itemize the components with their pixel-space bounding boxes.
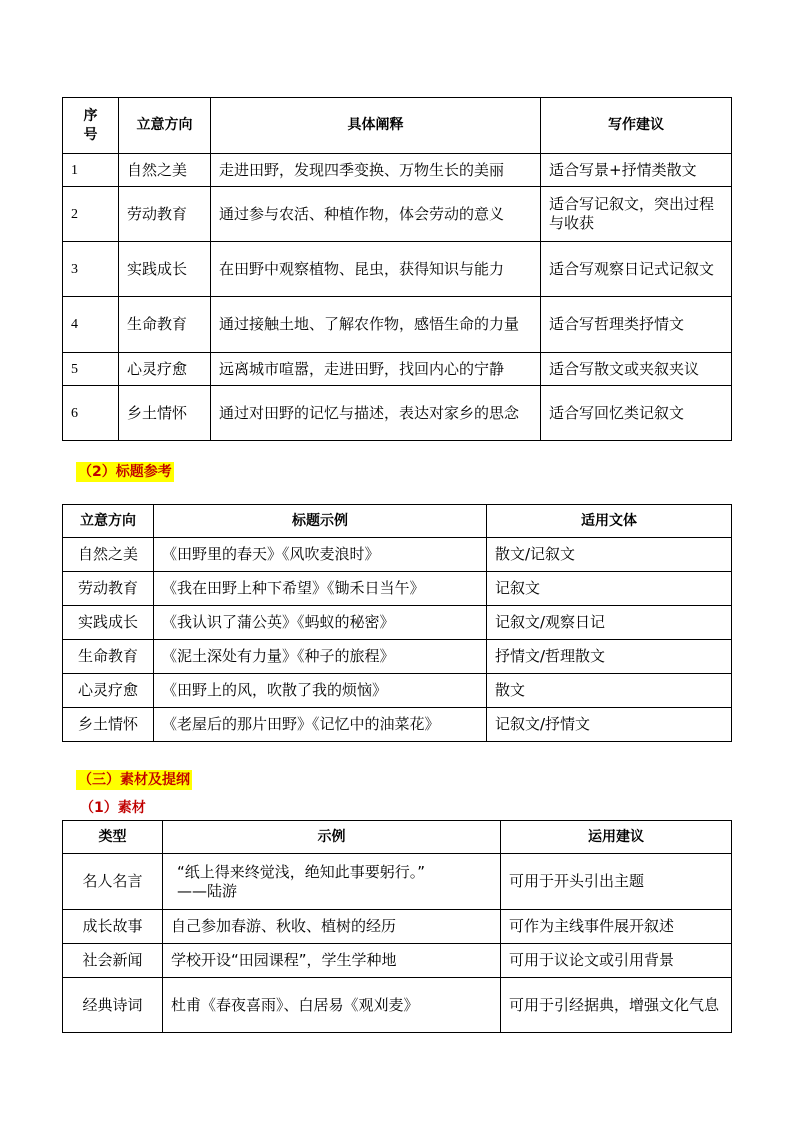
header-cell: 写作建议 — [541, 98, 732, 154]
table-row — [63, 353, 732, 386]
explanation-cell: 通过参与农活、种植作物，体会劳动的意义 — [211, 187, 541, 242]
row-number: 4 — [63, 297, 119, 353]
direction-cell: 实践成长 — [63, 606, 154, 640]
row-number: 1 — [63, 154, 119, 187]
direction-cell: 劳动教育 — [119, 187, 211, 242]
explanation-cell: 走进田野，发现四季变换、万物生长的美丽 — [211, 154, 541, 187]
suggestion-cell: 适合写观察日记式记叙文 — [541, 242, 732, 297]
title-example-cell: 《田野上的风，吹散了我的烦恼》 — [154, 674, 487, 708]
explanation-cell: 通过接触土地、了解农作物，感悟生命的力量 — [211, 297, 541, 353]
type-cell: 社会新闻 — [63, 944, 163, 978]
table-row — [63, 708, 732, 742]
table-row — [63, 674, 732, 708]
type-cell: 名人名言 — [63, 854, 163, 910]
table-row — [63, 297, 732, 353]
usage-cell: 可用于引经据典，增强文化气息 — [501, 978, 732, 1033]
usage-cell: 可用于开头引出主题 — [501, 854, 732, 910]
explanation-cell: 通过对田野的记忆与描述，表达对家乡的思念 — [211, 386, 541, 441]
header-cell: 标题示例 — [154, 505, 487, 538]
table-header-row — [63, 821, 732, 854]
header-cell: 立意方向 — [63, 505, 154, 538]
table-row — [63, 572, 732, 606]
suggestion-cell: 适合写哲理类抒情文 — [541, 297, 732, 353]
direction-cell: 劳动教育 — [63, 572, 154, 606]
table-row — [63, 386, 732, 441]
header-cell: 示例 — [163, 821, 501, 854]
table-header-row — [63, 505, 732, 538]
row-number: 3 — [63, 242, 119, 297]
direction-cell: 生命教育 — [63, 640, 154, 674]
direction-cell: 生命教育 — [119, 297, 211, 353]
header-cell: 立意方向 — [119, 98, 211, 154]
direction-cell: 心灵疗愈 — [119, 353, 211, 386]
suggestion-cell: 适合写散文或夹叙夹议 — [541, 353, 732, 386]
usage-cell: 可用于议论文或引用背景 — [501, 944, 732, 978]
table-row — [63, 242, 732, 297]
quote-author: ——陆游 — [177, 881, 238, 900]
usage-cell: 可作为主线事件展开叙述 — [501, 910, 732, 944]
explanation-cell: 远离城市喧嚣，走进田野，找回内心的宁静 — [211, 353, 541, 386]
subsection-heading-materials: （1）素材 — [80, 800, 146, 816]
header-cell: 适用文体 — [487, 505, 732, 538]
direction-cell: 自然之美 — [63, 538, 154, 572]
title-example-cell: 《老屋后的那片田野》《记忆中的油菜花》 — [154, 708, 487, 742]
genre-cell: 散文/记叙文 — [487, 538, 732, 572]
table-row — [63, 978, 732, 1033]
table-row — [63, 640, 732, 674]
genre-cell: 散文 — [487, 674, 732, 708]
materials-table — [62, 820, 732, 1033]
header-cell: 类型 — [63, 821, 163, 854]
title-example-cell: 《我认识了蒲公英》《蚂蚁的秘密》 — [154, 606, 487, 640]
title-reference-table — [62, 504, 732, 742]
title-example-cell: 《泥土深处有力量》《种子的旅程》 — [154, 640, 487, 674]
direction-cell: 乡土情怀 — [119, 386, 211, 441]
suggestion-cell: 适合写景+抒情类散文 — [541, 154, 732, 187]
table-row — [63, 944, 732, 978]
section-heading-title-reference: （2）标题参考 — [78, 464, 172, 480]
table-header-row — [63, 98, 732, 154]
example-cell: 学校开设“田园课程”，学生学种地 — [163, 944, 501, 978]
table-row — [63, 538, 732, 572]
title-example-cell: 《我在田野上种下希望》《锄禾日当午》 — [154, 572, 487, 606]
genre-cell: 记叙文 — [487, 572, 732, 606]
explanation-cell: 在田野中观察植物、昆虫，获得知识与能力 — [211, 242, 541, 297]
section-heading-materials-outline: （三）素材及提纲 — [78, 772, 190, 788]
quote-text: “纸上得来终觉浅，绝知此事要躬行。” — [177, 862, 426, 881]
row-number: 2 — [63, 187, 119, 242]
example-cell: 杜甫《春夜喜雨》、白居易《观刈麦》 — [163, 978, 501, 1033]
row-number: 6 — [63, 386, 119, 441]
example-cell — [163, 854, 501, 910]
direction-cell: 自然之美 — [119, 154, 211, 187]
suggestion-cell: 适合写记叙文，突出过程与收获 — [541, 187, 732, 242]
direction-cell: 实践成长 — [119, 242, 211, 297]
table-row — [63, 910, 732, 944]
table-row — [63, 606, 732, 640]
type-cell: 经典诗词 — [63, 978, 163, 1033]
genre-cell: 抒情文/哲理散文 — [487, 640, 732, 674]
example-cell: 自己参加春游、秋收、植树的经历 — [163, 910, 501, 944]
direction-cell: 乡土情怀 — [63, 708, 154, 742]
direction-cell: 心灵疗愈 — [63, 674, 154, 708]
table-row — [63, 187, 732, 242]
table-row — [63, 154, 732, 187]
direction-table — [62, 97, 732, 441]
genre-cell: 记叙文/抒情文 — [487, 708, 732, 742]
table-row — [63, 854, 732, 910]
row-number: 5 — [63, 353, 119, 386]
genre-cell: 记叙文/观察日记 — [487, 606, 732, 640]
header-cell: 运用建议 — [501, 821, 732, 854]
suggestion-cell: 适合写回忆类记叙文 — [541, 386, 732, 441]
header-cell: 具体阐释 — [211, 98, 541, 154]
type-cell: 成长故事 — [63, 910, 163, 944]
title-example-cell: 《田野里的春天》《风吹麦浪时》 — [154, 538, 487, 572]
header-cell: 序号 — [63, 98, 119, 154]
